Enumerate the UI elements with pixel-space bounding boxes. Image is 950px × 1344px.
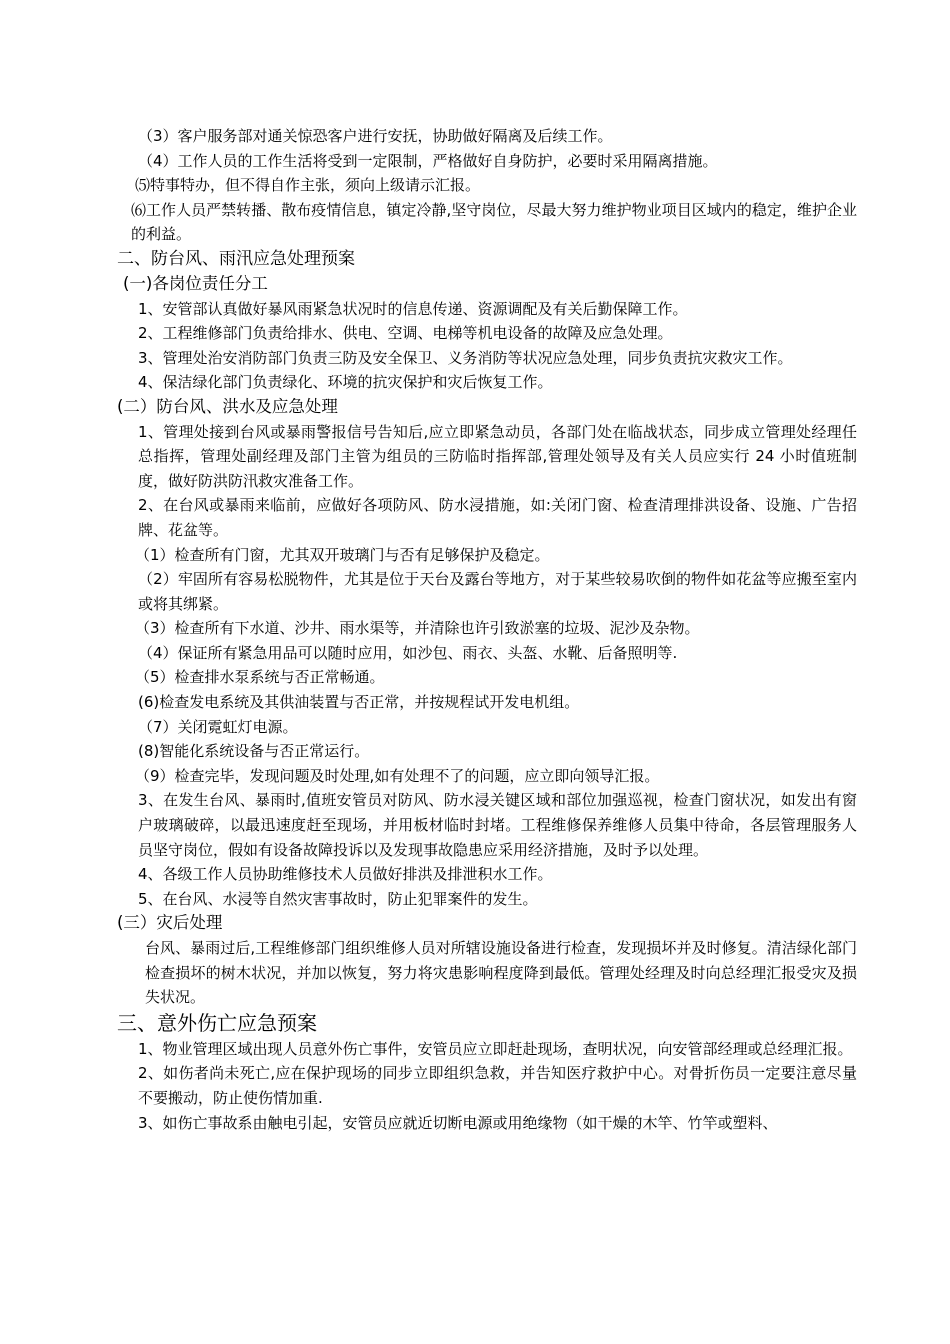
- paragraph: （3）检查所有下水道、沙井、雨水渠等，并清除也许引致淤塞的垃圾、泥沙及杂物。: [135, 619, 700, 638]
- paragraph: 3、如伤亡事故系由触电引起，安管员应就近切断电源或用绝缘物（如干燥的木竿、竹竿或塑料、: [138, 1113, 778, 1132]
- paragraph: 2、工程维修部门负责给排水、供电、空调、电梯等机电设备的故障及应急处理。: [138, 324, 673, 343]
- paragraph: （4）工作人员的工作生活将受到一定限制，严格做好自身防护，必要时采用隔离措施。: [138, 151, 718, 170]
- section-heading: 二、防台风、雨汛应急处理预案: [117, 248, 355, 269]
- paragraph: 1、安管部认真做好暴风雨紧急状况时的信息传递、资源调配及有关后勤保障工作。: [138, 299, 688, 318]
- subsection-heading: (二）防台风、洪水及应急处理: [117, 396, 338, 416]
- paragraph: 1、物业管理区域出现人员意外伤亡事件，安管员应立即赶赴现场，查明状况，向安管部经理或总经理汇报。: [138, 1039, 853, 1058]
- paragraph: （3）客户服务部对通关惊恐客户进行安抚，协助做好隔离及后续工作。: [138, 127, 613, 145]
- paragraph: (8)智能化系统设备与否正常运行。: [138, 742, 370, 761]
- paragraph: 4、保洁绿化部门负责绿化、环境的抗灾保护和灾后恢复工作。: [138, 373, 553, 392]
- paragraph: （9）检查完毕，发现问题及时处理,如有处理不了的问题，应立即向领导汇报。: [135, 766, 660, 785]
- paragraph: ⑹工作人员严禁转播、散布疫情信息，镇定冷静,坚守岗位，尽最大努力维护物业项目区域内的稳定，维护企业的利益。: [131, 200, 857, 244]
- paragraph: (6)检查发电系统及其供油装置与否正常，并按规程试开发电机组。: [138, 693, 580, 712]
- paragraph: 2、在台风或暴雨来临前，应做好各项防风、防水浸措施，如:关闭门窗、检查清理排洪设备、设施、广告招牌、花盆等。: [138, 496, 857, 539]
- paragraph: ⑸特事特办，但不得自作主张，须向上级请示汇报。: [135, 176, 481, 195]
- paragraph: 台风、暴雨过后,工程维修部门组织维修人员对所辖设施设备进行检查，发现损坏并及时修复。清洁绿化部门检查损坏的树木状况，并加以恢复，努力将灾患影响程度降到最低。管理处经理及时向总经理汇报受灾及损失状况。: [145, 939, 857, 1007]
- subsection-heading: (三）灾后处理: [117, 913, 223, 933]
- document-body: [117, 124, 857, 1135]
- paragraph: 2、如伤者尚未死亡,应在保护现场的同步立即组织急救，并告知医疗救护中心。对骨折伤员一定要注意尽量不要搬动，防止使伤情加重.: [138, 1064, 857, 1107]
- paragraph: 4、各级工作人员协助维修技术人员做好排洪及排泄积水工作。: [138, 865, 553, 884]
- paragraph: （5）检查排水泵系统与否正常畅通。: [135, 668, 385, 687]
- paragraph: （1）检查所有门窗，尤其双开玻璃门与否有足够保护及稳定。: [135, 545, 550, 564]
- paragraph: 5、在台风、水浸等自然灾害事故时，防止犯罪案件的发生。: [138, 889, 538, 908]
- paragraph: 3、管理处治安消防部门负责三防及安全保卫、义务消防等状况应急处理，同步负责抗灾救灾工作。: [138, 348, 793, 367]
- paragraph: 1、管理处接到台风或暴雨警报信号告知后,应立即紧急动员，各部门处在临战状态，同步成立管理处经理任总指挥，管理处副经理及部门主管为组员的三防临时指挥部,管理处领导及有关人员应实行 24 小时值班制度，做好防洪防汛救灾准备工作。: [138, 422, 857, 490]
- paragraph: （7）关闭霓虹灯电源。: [138, 717, 298, 736]
- paragraph: 3、在发生台风、暴雨时,值班安管员对防风、防水浸关键区域和部位加强巡视，检查门窗状况，如发出有窗户玻璃破碎，以最迅速度赶至现场，并用板材临时封堵。工程维修保养维修人员集中待命，各层管理服务人员坚守岗位，假如有设备故障投诉以及发现事故隐患应采用经济措施，及时予以处理。: [138, 791, 857, 859]
- subsection-heading: (一)各岗位责任分工: [123, 273, 268, 293]
- paragraph: （4）保证所有紧急用品可以随时应用，如沙包、雨衣、头盔、水靴、后备照明等.: [138, 643, 678, 662]
- paragraph: （2）牢固所有容易松脱物件，尤其是位于天台及露台等地方，对于某些较易吹倒的物件如花盆等应搬至室内或将其绑紧。: [138, 570, 857, 613]
- section-heading: 三、意外伤亡应急预案: [117, 1010, 317, 1035]
